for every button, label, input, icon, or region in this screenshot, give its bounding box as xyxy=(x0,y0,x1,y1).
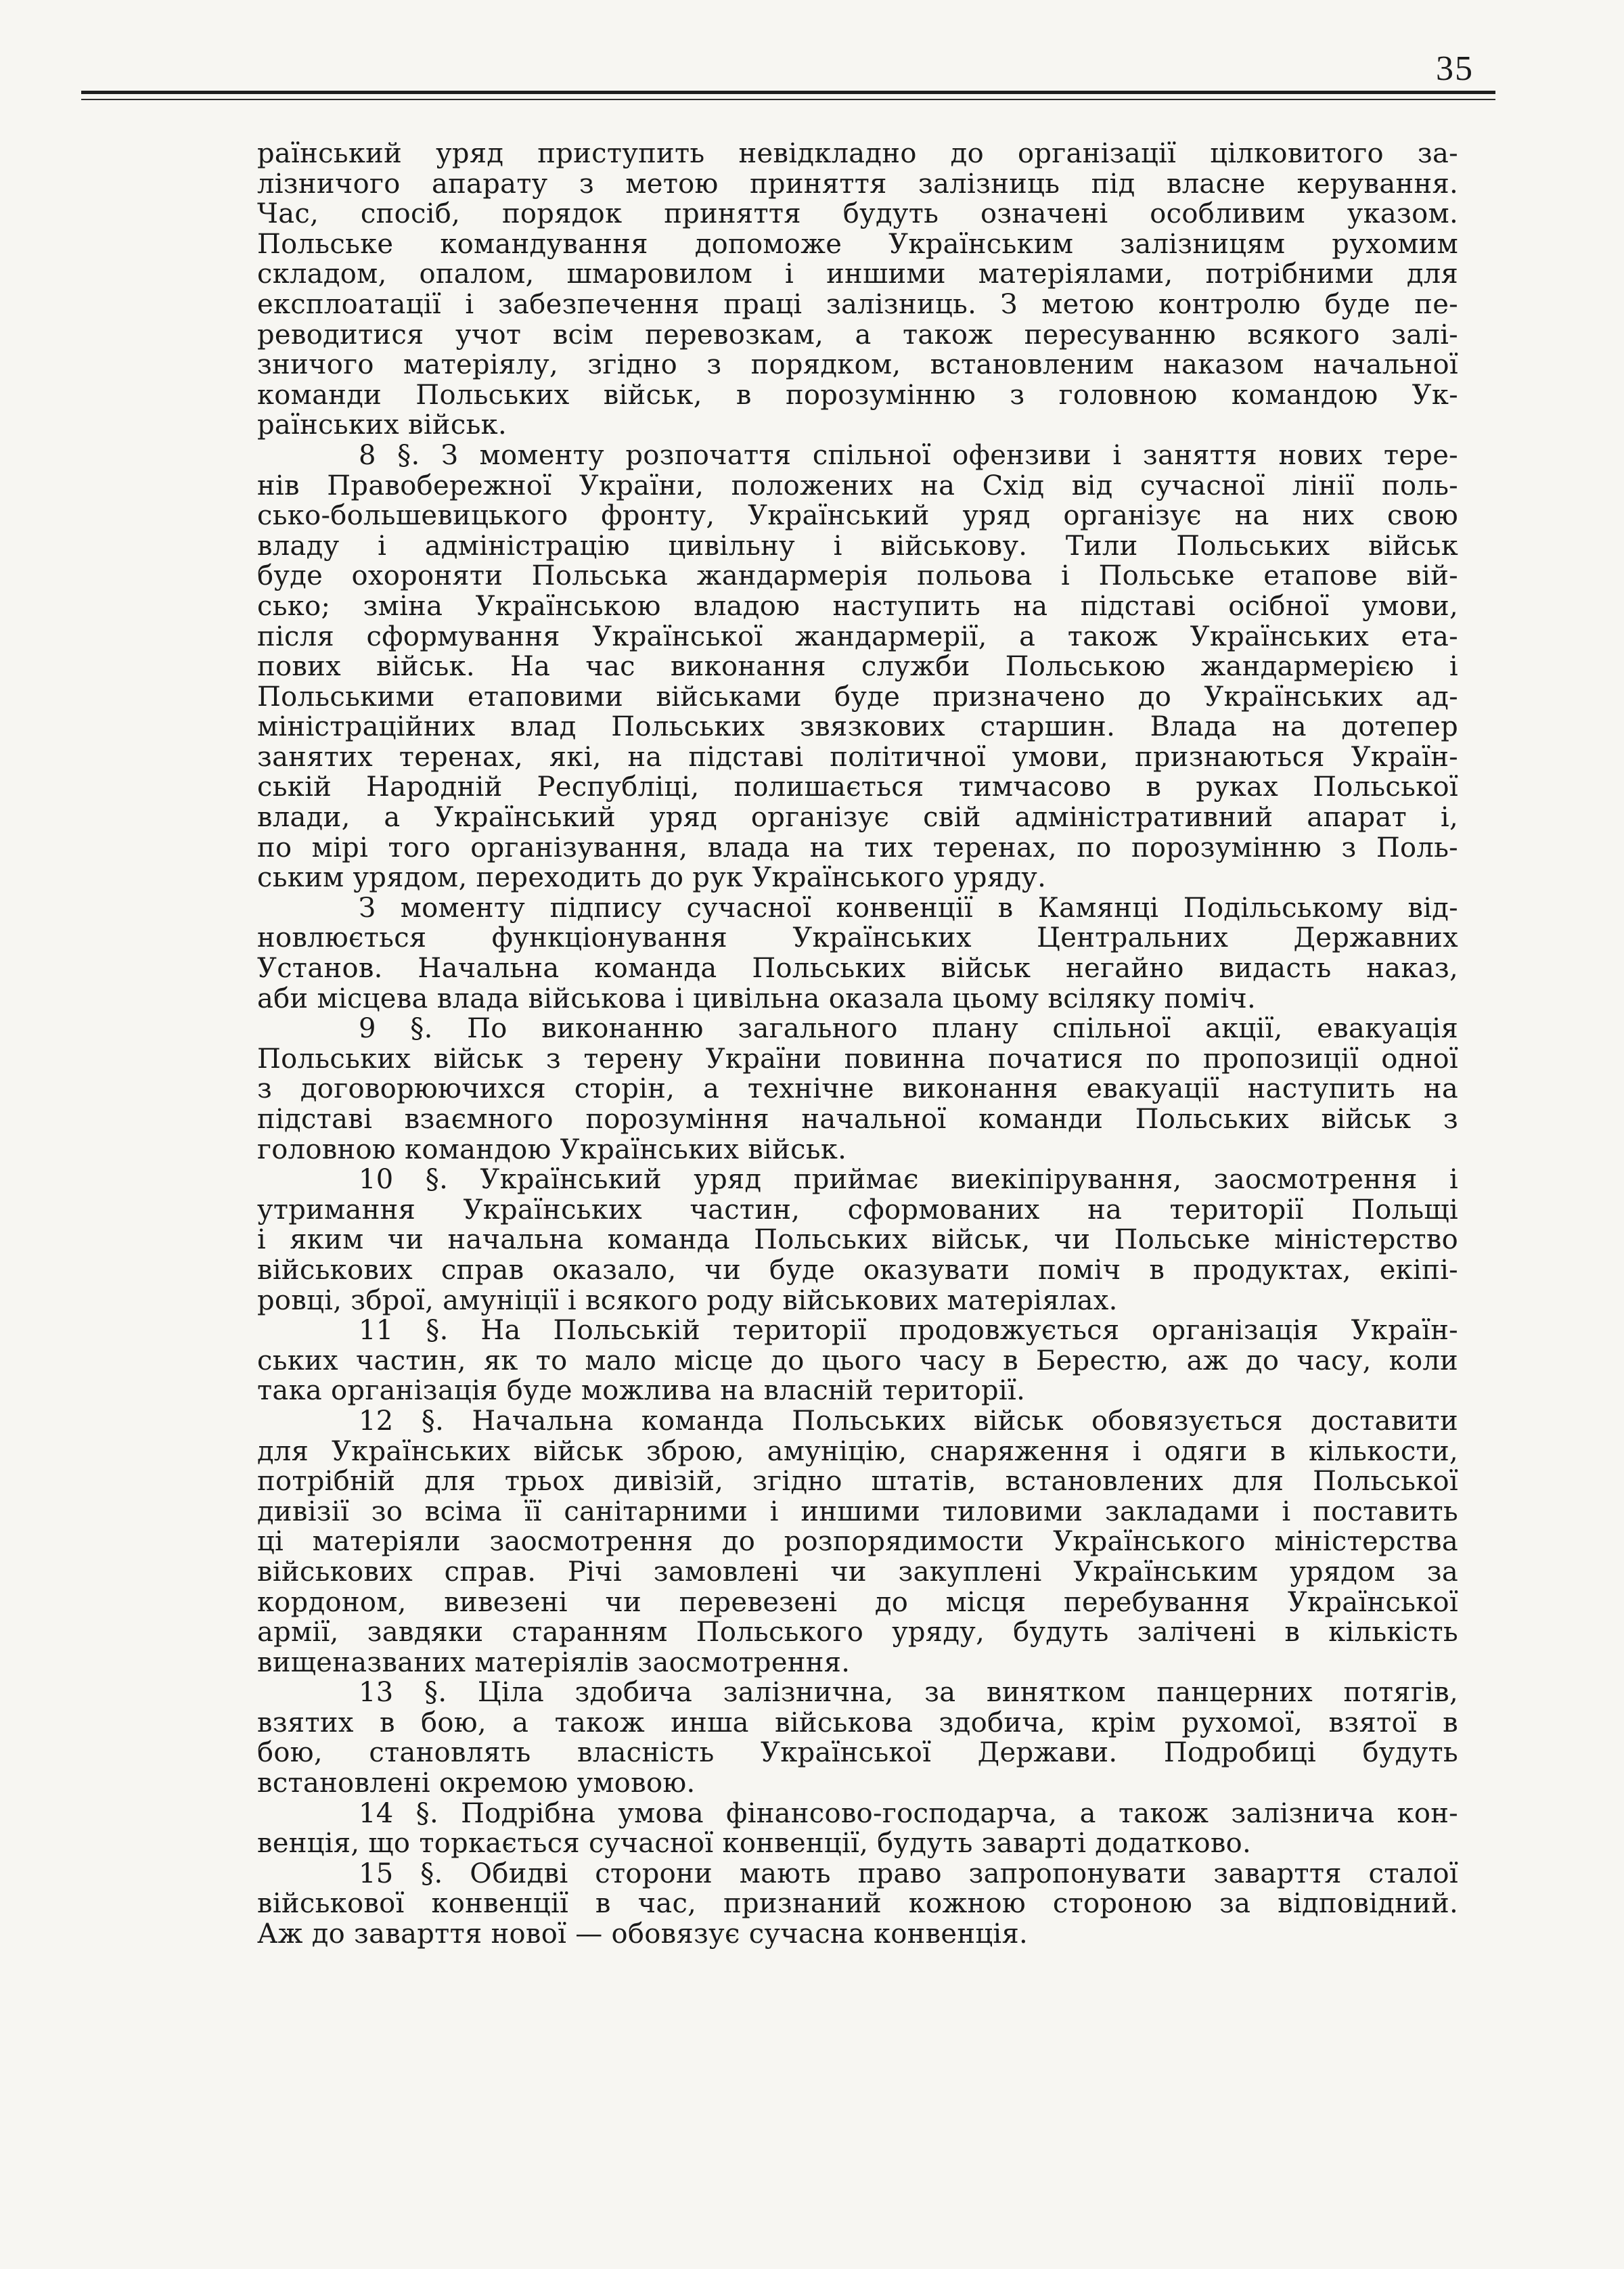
text-line: складом, опалом, шмаровилом і иншими матеріялами, потрібними для xyxy=(257,259,1458,290)
text-line: головною командою Українських військ. xyxy=(257,1133,847,1165)
text-line: експлоатації і забезпечення праці залізниць. З метою контролю буде пе- xyxy=(257,288,1458,320)
text-line: 9 §. По виконанню загального плану спільної акції, евакуація xyxy=(359,1013,1458,1045)
text-line: 13 §. Ціла здобича залізнична, за винятком панцерних потягів, xyxy=(359,1677,1458,1709)
text-line: лізничого апарату з метою приняття залізниць під власне керування. xyxy=(257,168,1458,200)
text-line: зничого матеріялу, згідно з порядком, встановленим наказом начальної xyxy=(257,349,1458,381)
text-line: для Українських військ зброю, амуніцію, снаряження і одяги в кількости, xyxy=(257,1435,1458,1467)
text-line: армії, завдяки старанням Польського уряду, будуть залічені в кількість xyxy=(257,1617,1458,1648)
text-line: сько-большевицького фронту, Український уряд організує на них свою xyxy=(257,500,1458,532)
text-line: Польськими етаповими військами буде призначено до Українських ад- xyxy=(257,681,1458,713)
text-line: дивізії зо всіма її санітарними і иншими тиловими закладами і поставить xyxy=(257,1496,1458,1527)
text-line: 8 §. З моменту розпочаття спільної офензиви і заняття нових тере- xyxy=(359,439,1458,471)
document-body xyxy=(257,139,1458,1950)
text-line: ці матеріяли заосмотрення до розпорядимости Українського міністерства xyxy=(257,1526,1458,1558)
page-number: 35 xyxy=(1436,49,1474,88)
text-line: встановлені окремою умовою. xyxy=(257,1768,696,1799)
text-line: взятих в бою, а також инша військова здобича, крім рухомої, взятої в xyxy=(257,1707,1458,1738)
text-line: реводитися учот всім перевозкам, а також пересуванню всякого залі- xyxy=(257,319,1458,351)
paragraph xyxy=(257,1799,1458,1859)
text-line: 12 §. Начальна команда Польських військ обовязується доставити xyxy=(359,1405,1458,1437)
text-line: новлюється функціонування Українських Центральних Державних xyxy=(257,922,1458,954)
text-line: і яким чи начальна команда Польських військ, чи Польське міністерство xyxy=(257,1224,1458,1256)
text-line: після сформування Української жандармерії, а також Українських ета- xyxy=(257,621,1458,652)
text-line: ській Народній Республіці, полишається тимчасово в руках Польської xyxy=(257,771,1458,803)
text-line: 14 §. Подрібна умова фінансово-господарча, а також залізнича кон- xyxy=(359,1797,1458,1829)
text-line: військових справ оказало, чи буде оказувати поміч в продуктах, екіпі- xyxy=(257,1254,1458,1286)
text-line: 10 §. Український уряд приймає виекіпірування, заосмотрення і xyxy=(359,1164,1458,1196)
text-line: Час, спосіб, порядок приняття будуть означені особливим указом. xyxy=(257,198,1458,230)
text-line: підставі взаємного порозуміння начальної команди Польських військ з xyxy=(257,1104,1458,1135)
text-line: венція, що торкається сучасної конвенції, будуть заварті додатково. xyxy=(257,1828,1252,1860)
text-line: Установ. Начальна команда Польських військ негайно видасть наказ, xyxy=(257,953,1458,985)
text-line: сько; зміна Українською владою наступить на підставі осібної умови, xyxy=(257,590,1458,622)
text-line: Польських військ з терену України повинна початися по пропозиції одної xyxy=(257,1043,1458,1075)
paragraph xyxy=(257,139,1458,441)
text-line: потрібній для трьох дивізій, згідно штатів, встановлених для Польської xyxy=(257,1466,1458,1498)
text-line: з договорюючихся сторін, а технічне виконання евакуації наступить на xyxy=(257,1073,1458,1105)
text-line: буде охороняти Польська жандармерія польова і Польське етапове вій- xyxy=(257,560,1458,592)
paragraph xyxy=(257,1014,1458,1165)
text-line: занятих теренах, які, на підставі політичної умови, признаються Україн- xyxy=(257,741,1458,773)
paragraph xyxy=(257,893,1458,1014)
text-line: бою, становлять власність Української Держави. Подробиці будуть xyxy=(257,1737,1458,1769)
paragraph xyxy=(257,1859,1458,1950)
text-line: Польське командування допоможе Українським залізницям рухомим xyxy=(257,228,1458,260)
text-line: нів Правобережної України, положених на Схід від сучасної лінії поль- xyxy=(257,470,1458,501)
header-rule-thin xyxy=(81,99,1495,100)
text-line: військової конвенції в час, признаний кожною стороною за відповідний. xyxy=(257,1888,1458,1920)
text-line: ровці, зброї, амуніції і всякого роду військових матеріялах. xyxy=(257,1284,1118,1316)
text-line: влади, а Український уряд організує свій адміністративний апарат і, xyxy=(257,802,1458,834)
paragraph xyxy=(257,1165,1458,1316)
text-line: команди Польських військ, в порозумінню з головною командою Ук- xyxy=(257,379,1458,411)
text-line: 15 §. Обидві сторони мають право запропонувати заварття сталої xyxy=(359,1858,1458,1889)
paragraph xyxy=(257,441,1458,893)
text-line: 11 §. На Польській території продовжується організація Україн- xyxy=(359,1315,1458,1347)
header-rule-thick xyxy=(81,91,1495,94)
text-line: раїнський уряд приступить невідкладно до організації цілковитого за- xyxy=(257,138,1458,169)
text-line: кордоном, вивезені чи перевезені до місця перебування Української xyxy=(257,1586,1458,1618)
text-line: вищеназваних матеріялів заосмотрення. xyxy=(257,1646,851,1678)
text-line: владу і адміністрацію цивільну і військову. Тили Польських військ xyxy=(257,530,1458,562)
text-line: пових військ. На час виконання служби Польською жандармерією і xyxy=(257,651,1458,683)
text-line: Аж до заварття нової — обовязує сучасна конвенція. xyxy=(257,1918,1029,1950)
paragraph xyxy=(257,1406,1458,1678)
text-line: ським урядом, переходить до рук Українського уряду. xyxy=(257,862,1047,894)
text-line: ських частин, як то мало місце до цього часу в Берестю, аж до часу, коли xyxy=(257,1345,1458,1376)
text-line: по мірі того організування, влада на тих теренах, по порозумінню з Поль- xyxy=(257,832,1458,863)
text-line: така організація буде можлива на власній території. xyxy=(257,1375,1026,1407)
text-line: військових справ. Річі замовлені чи закуплені Українським урядом за xyxy=(257,1556,1458,1588)
text-line: раїнських військ. xyxy=(257,409,507,441)
text-line: аби місцева влада військова і цивільна оказала цьому всіляку поміч. xyxy=(257,983,1257,1014)
text-line: міністраційних влад Польських звязкових старшин. Влада на дотепер xyxy=(257,711,1458,743)
text-line: утримання Українських частин, сформованих на території Польщі xyxy=(257,1194,1458,1226)
paragraph xyxy=(257,1316,1458,1406)
paragraph xyxy=(257,1678,1458,1798)
text-line: З моменту підпису сучасної конвенції в Камянці Подільському від- xyxy=(359,892,1458,924)
